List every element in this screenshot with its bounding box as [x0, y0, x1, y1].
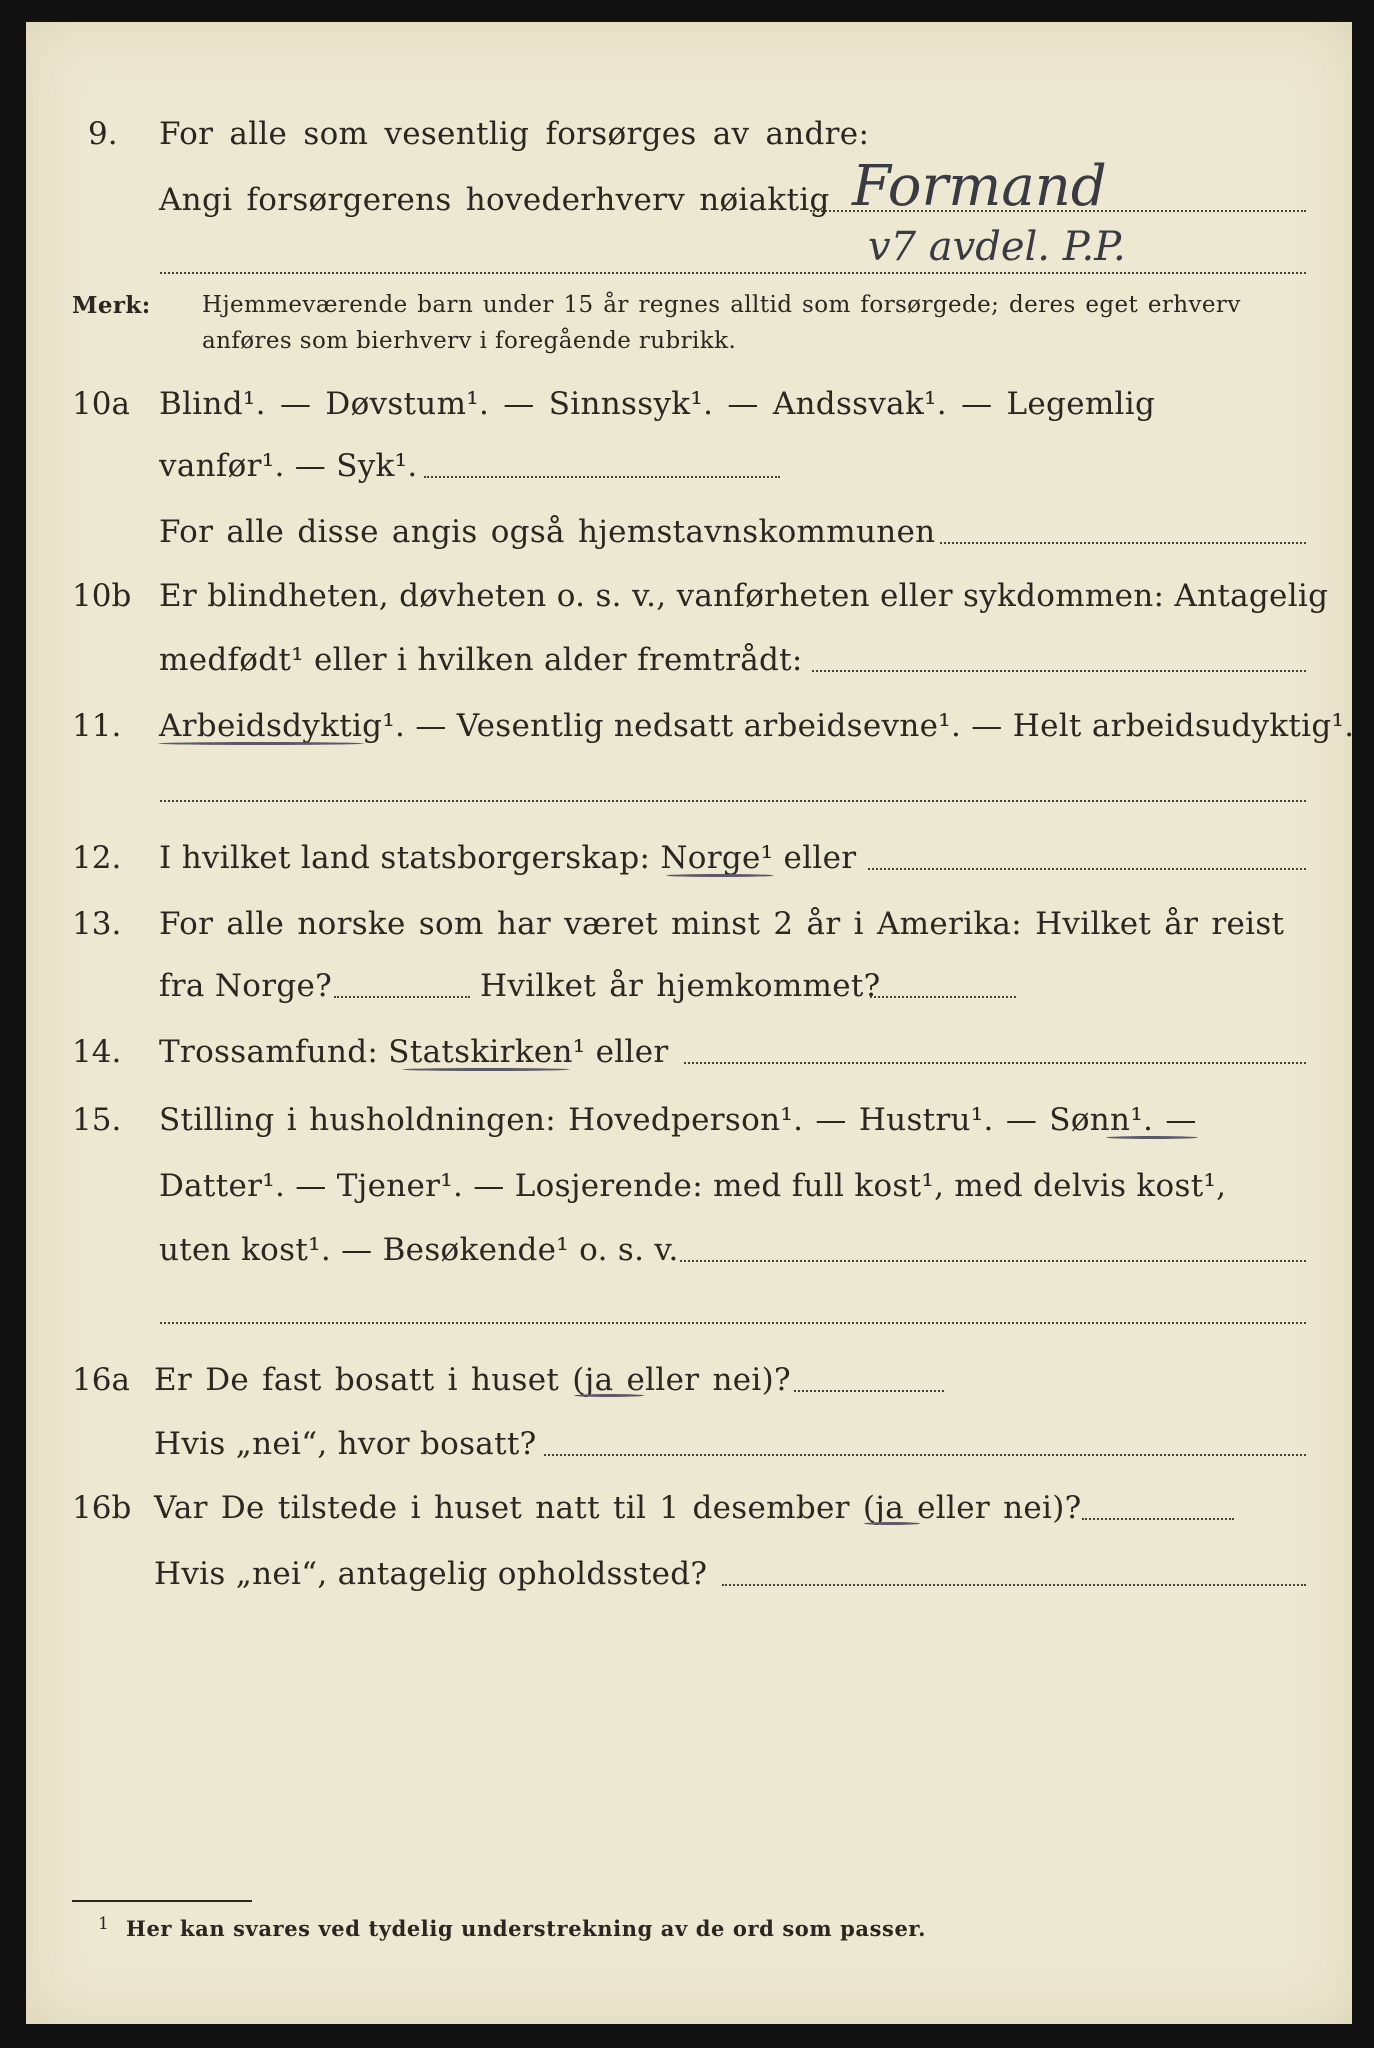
q10a-line2: vanfør¹. — Syk¹.: [159, 448, 418, 484]
q14-answer-line: [684, 1062, 1306, 1064]
footnote-mark: 1: [98, 1914, 110, 1934]
q10a-number: 10a: [72, 386, 130, 422]
q12-number: 12.: [72, 840, 122, 876]
q16a-line2: Hvis „nei“, hvor bosatt?: [154, 1426, 537, 1462]
q13-line2a: fra Norge?: [159, 968, 333, 1004]
q10a-answer-line2: [940, 542, 1306, 544]
q14-handwritten-underline: [402, 1068, 570, 1071]
q10a-line1: Blind¹. — Døvstum¹. — Sinnssyk¹. — Andssvak¹. — Legemlig: [159, 386, 1156, 422]
q10b-answer-line: [812, 670, 1306, 672]
q12-line1: I hvilket land statsborgerskap: Norge¹ eller: [159, 840, 857, 876]
q9-answer-line2: [160, 272, 1306, 274]
q12-answer-line: [868, 868, 1306, 870]
q15-handwritten-underline: [1106, 1136, 1198, 1139]
q16b-line2: Hvis „nei“, antagelig opholdssted?: [154, 1556, 708, 1592]
merk-label: Merk:: [72, 292, 151, 319]
q9-number: 9.: [88, 116, 118, 152]
q11-line1: Arbeidsdyktig¹. — Vesentlig nedsatt arbeidsevne¹. — Helt arbeidsudyktig¹.: [159, 708, 1355, 744]
q16b-answer-line1: [1082, 1518, 1234, 1520]
footnote-rule: [72, 1900, 252, 1902]
footnote-text: Her kan svares ved tydelig understrekning av de ord som passer.: [126, 1916, 927, 1941]
q10a-line3: For alle disse angis også hjemstavnskommunen: [159, 514, 936, 550]
census-form-sheet: [26, 22, 1355, 2024]
q11-handwritten-underline: [158, 742, 364, 745]
q10b-line2: medfødt¹ eller i hvilken alder fremtrådt:: [159, 642, 803, 678]
q10b-number: 10b: [72, 578, 132, 614]
q15-answer-line1: [680, 1260, 1306, 1262]
merk-line1: Hjemmeværende barn under 15 år regnes alltid som forsørgede; deres eget erhverv: [202, 292, 1241, 318]
q15-line1: Stilling i husholdningen: Hovedperson¹. — Hustru¹. — Sønn¹. —: [159, 1102, 1197, 1138]
q16a-answer-line1: [794, 1390, 944, 1392]
q16a-number: 16a: [72, 1362, 130, 1398]
q16b-handwritten-underline: [864, 1522, 920, 1525]
q16a-answer-line2: [544, 1454, 1306, 1456]
q13-line1: For alle norske som har været minst 2 år i Amerika: Hvilket år reist: [159, 906, 1285, 942]
q10b-line1: Er blindheten, døvheten o. s. v., vanførheten eller sykdommen: Antagelig: [159, 578, 1329, 614]
q10a-answer-line1: [424, 476, 780, 478]
q13-number: 13.: [72, 906, 122, 942]
q16b-number: 16b: [72, 1490, 132, 1526]
q14-line1: Trossamfund: Statskirken¹ eller: [159, 1034, 669, 1070]
q11-number: 11.: [72, 708, 122, 744]
q13-answer-line1: [334, 996, 470, 998]
q9-line2: Angi forsørgerens hovederhverv nøiaktig: [159, 182, 830, 218]
q11-answer-line: [160, 800, 1306, 802]
q9-handwritten-answer1: Formand: [852, 154, 1107, 219]
q9-line1: For alle som vesentlig forsørges av andre:: [159, 116, 870, 152]
q16b-line1: Var De tilstede i huset natt til 1 desember (ja eller nei)?: [154, 1490, 1082, 1526]
q15-answer-line2: [160, 1322, 1306, 1324]
q12-handwritten-underline: [666, 874, 774, 877]
q13-answer-line2: [870, 996, 1016, 998]
q9-handwritten-answer2: v7 avdel. P.P.: [868, 224, 1126, 270]
q16b-answer-line2: [722, 1584, 1306, 1586]
q15-line3: uten kost¹. — Besøkende¹ o. s. v.: [159, 1232, 679, 1268]
q13-line2b: Hvilket år hjemkommet?: [480, 968, 881, 1004]
q16a-handwritten-underline: [574, 1394, 644, 1397]
merk-line2: anføres som bierhverv i foregående rubrikk.: [202, 328, 737, 354]
q14-number: 14.: [72, 1034, 122, 1070]
q15-line2: Datter¹. — Tjener¹. — Losjerende: med full kost¹, med delvis kost¹,: [159, 1168, 1227, 1204]
q16a-line1: Er De fast bosatt i huset (ja eller nei)?: [154, 1362, 791, 1398]
q15-number: 15.: [72, 1102, 122, 1138]
